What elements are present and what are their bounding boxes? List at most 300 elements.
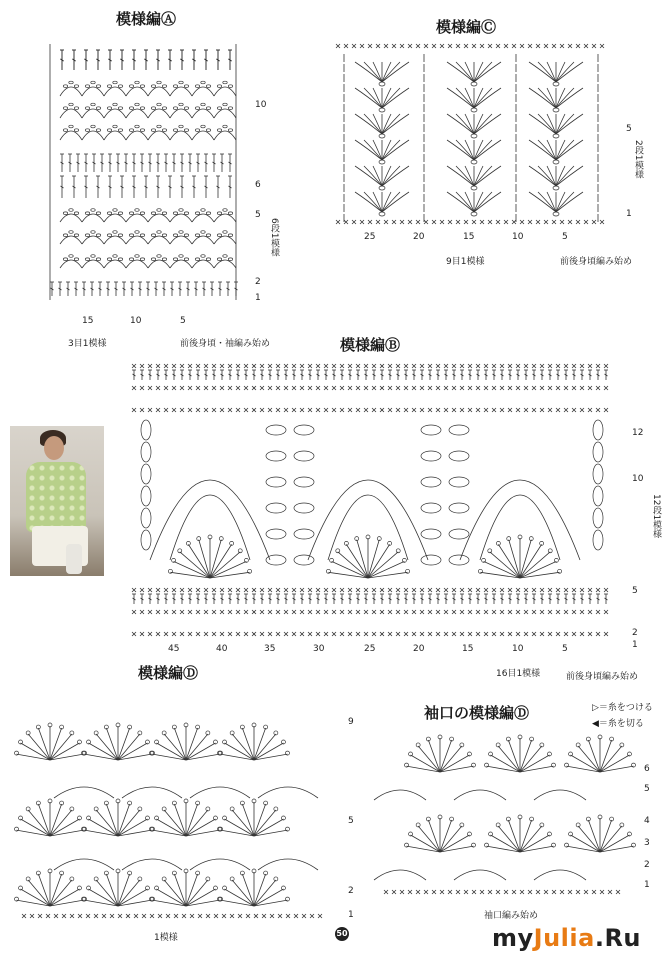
chart-b-repeat-label: 16目1模様 [496, 669, 541, 679]
chart-b-leaf [266, 451, 286, 461]
chart-c-leaf [553, 186, 559, 190]
chart-a-chain-arc [173, 107, 177, 110]
chart-a-chain-arc [135, 255, 139, 258]
cuff-fan [520, 820, 532, 852]
chart-a-chain-arc [217, 107, 221, 110]
chart-a-chain-arc [179, 81, 183, 84]
chart-b-leaf [266, 555, 286, 565]
chart-a-side-label: 6段1模様 [269, 218, 279, 257]
chart-d-fan [164, 810, 186, 836]
chart-b-leaf [449, 425, 469, 435]
chart-d-fan [28, 810, 50, 836]
chart-a-chain-arc [107, 129, 111, 132]
chart-b-leaf [266, 503, 286, 513]
chart-b-leaf [266, 477, 286, 487]
chart-a-chain-arc [148, 260, 170, 268]
chart-a-chain-arc [206, 258, 210, 261]
chart-a-chain-arc [195, 129, 199, 132]
chart-c-leaf [382, 114, 391, 134]
chart-a-chain-arc [184, 107, 188, 110]
chart-a-chain-arc [217, 129, 221, 132]
chart-a-chain-arc [126, 87, 148, 96]
chart-d-fan [50, 734, 72, 760]
chart-b-stitch-5: 5 [562, 644, 568, 654]
chart-a-chain-arc [69, 81, 73, 84]
chart-a-chain-arc [217, 258, 221, 261]
chart-c-leaf [553, 108, 559, 112]
chart-c-stitch-15: 15 [463, 232, 475, 242]
chart-a-chain-arc [104, 236, 126, 244]
chart-a-chain-arc [135, 125, 139, 128]
chart-c-leaf [474, 192, 483, 212]
chart-b-leaf [449, 451, 469, 461]
chart-a-row-1: 1 [255, 293, 261, 303]
chart-a-chain-arc [63, 107, 67, 110]
chart-d-fan [186, 880, 208, 906]
cuff-chain-arc [454, 790, 506, 800]
chart-d-row-9: 9 [348, 717, 354, 727]
chart-c-leaf [456, 88, 474, 108]
chart-c-leaf [474, 114, 492, 134]
chart-c-leaf [556, 114, 574, 134]
chart-a-chain-arc [228, 129, 232, 132]
chart-c-leaf [373, 192, 382, 212]
chart-a-chain-arc [228, 258, 232, 261]
cuff-fan [600, 826, 622, 852]
chart-c-leaf [465, 192, 474, 212]
chart-a-chain-arc [74, 129, 78, 132]
chart-c-leaf [547, 88, 556, 108]
title-pattern-d: 模様編Ⓓ [138, 664, 199, 682]
chart-a-chain-arc [206, 234, 210, 237]
chart-a-chain-arc [223, 81, 227, 84]
yarn-cut-icon: ◀ [592, 719, 599, 729]
chart-c-leaf [538, 166, 556, 186]
chart-d-fan [242, 728, 254, 760]
chart-b-edge [141, 442, 151, 462]
chart-a-chain-arc [69, 231, 73, 234]
chart-a-chain-arc [140, 234, 144, 237]
chart-c-leaf [556, 62, 574, 82]
cuff-fan [418, 746, 440, 772]
chart-c-leaf [465, 62, 474, 82]
chart-b-edge [593, 464, 603, 484]
chart-b-edge [593, 420, 603, 440]
chart-a-chain-arc [104, 214, 126, 222]
chart-a-chain-arc [96, 85, 100, 88]
chart-a-chain-arc [126, 131, 148, 140]
chart-a-chain-arc [140, 212, 144, 215]
chart-a-chain-arc [96, 234, 100, 237]
chart-b-leaf [449, 477, 469, 487]
cuff-fan [508, 740, 520, 772]
chart-a-chain-arc [179, 103, 183, 106]
chart-a-chain-arc [63, 129, 67, 132]
chart-a-chain-arc [107, 212, 111, 215]
chart-c-leaf [471, 82, 477, 86]
chart-c-start-label: 前後身頃編み始め [560, 257, 633, 267]
chart-a-chain-arc [140, 107, 144, 110]
chart-a-chain-arc [214, 236, 236, 244]
chart-c-leaf [547, 192, 556, 212]
chart-a-chain-arc [179, 231, 183, 234]
chart-a-chain-arc [173, 258, 177, 261]
chart-c-leaf [382, 192, 400, 212]
chart-d-fan [254, 804, 266, 836]
chart-a-chain-arc [201, 103, 205, 106]
chart-a-chain-arc [113, 125, 117, 128]
chart-a-chain-arc [223, 103, 227, 106]
chart-a-chain-arc [82, 260, 104, 268]
chart-b-row-10: 10 [632, 474, 644, 484]
chart-d-chain-arc [54, 787, 114, 798]
chart-d-fan [254, 810, 276, 836]
chart-a-chain-arc [135, 231, 139, 234]
chart-b-row-5: 5 [632, 586, 638, 596]
chart-a-chain-arc [148, 87, 170, 96]
chart-a-chain-arc [223, 231, 227, 234]
chart-c-leaf [553, 212, 559, 216]
chart-d-chain-arc [54, 859, 114, 870]
chart-c-leaf [474, 166, 492, 186]
chart-b-leaf [294, 425, 314, 435]
cuff-row-3: 3 [644, 838, 650, 848]
chart-c-leaf [538, 88, 556, 108]
chart-a-chain-arc [162, 129, 166, 132]
chart-c-leaf [382, 114, 400, 134]
chart-c-leaf [456, 166, 474, 186]
cuff-start-label: 袖口編み始め [484, 911, 539, 921]
chart-c-leaf [474, 88, 492, 108]
chart-a-chain-arc [129, 85, 133, 88]
cuff-fan [428, 740, 440, 772]
chart-a-chain-arc [173, 129, 177, 132]
chart-c-leaf [456, 114, 474, 134]
chart-d-fan [96, 734, 118, 760]
cuff-fan [600, 740, 612, 772]
chart-c-leaf [456, 192, 474, 212]
chart-a-chain-arc [113, 209, 117, 212]
chart-a-chain-arc [157, 81, 161, 84]
chart-b-leaf [421, 451, 441, 461]
chart-d-fan [186, 810, 208, 836]
chart-a-chain-arc [60, 260, 82, 268]
title-pattern-b: 模様編Ⓑ [340, 336, 401, 354]
chart-a-chain-arc [170, 109, 192, 118]
model-photo [10, 426, 104, 576]
title-cuff-pattern-d: 袖口の模様編Ⓓ [424, 704, 530, 722]
chart-a-chain-arc [184, 212, 188, 215]
chart-b-leaf [421, 529, 441, 539]
chart-c-leaf [556, 140, 565, 160]
chart-a-chain-arc [135, 209, 139, 212]
chart-c-leaf [465, 114, 474, 134]
chart-a-stitch-10: 10 [130, 316, 142, 326]
chart-a-chain-arc [82, 214, 104, 222]
chart-a-chain-arc [107, 234, 111, 237]
chart-c-leaf [547, 62, 556, 82]
chart-a-chain-arc [104, 109, 126, 118]
chart-c-leaf [379, 186, 385, 190]
chart-c-leaf [465, 166, 474, 186]
chart-b-leaf [294, 451, 314, 461]
chart-a-chain-arc [148, 109, 170, 118]
chart-c-leaf [538, 62, 556, 82]
chart-a-chain-arc [148, 236, 170, 244]
chart-a-chain-arc [184, 129, 188, 132]
chart-a-chain-arc [201, 209, 205, 212]
chart-a-chain-arc [214, 214, 236, 222]
chart-b-leaf [421, 477, 441, 487]
chart-a-chain-arc [126, 214, 148, 222]
chart-c-leaf [379, 108, 385, 112]
chart-a-chain-arc [195, 234, 199, 237]
chart-d-chain-arc [258, 787, 318, 798]
chart-a-chain-arc [157, 125, 161, 128]
chart-a-chain-arc [85, 212, 89, 215]
chart-b-leaf [421, 555, 441, 565]
cuff-fan [600, 746, 622, 772]
chart-a-chain-arc [184, 234, 188, 237]
chart-d-fan [118, 874, 130, 906]
chart-c-leaf [556, 114, 565, 134]
chart-a-chain-arc [192, 214, 214, 222]
chart-b-edge [141, 530, 151, 550]
chart-a-chain-arc [217, 85, 221, 88]
chart-a-chain-arc [69, 255, 73, 258]
chart-a-chain-arc [148, 214, 170, 222]
chart-a-chain-arc [151, 107, 155, 110]
chart-a-chain-arc [223, 125, 227, 128]
chart-a-chain-arc [162, 234, 166, 237]
chart-c-leaf [538, 140, 556, 160]
chart-b-row-1: 1 [632, 640, 638, 650]
chart-d-fan [174, 728, 186, 760]
chart-a-chain-arc [74, 234, 78, 237]
chart-a-chain-arc [85, 258, 89, 261]
chart-a-chain-arc [107, 258, 111, 261]
chart-a-chain-arc [118, 85, 122, 88]
chart-a-chain-arc [201, 125, 205, 128]
chart-a-chain-arc [74, 258, 78, 261]
chart-c-leaf [382, 62, 400, 82]
chart-b-edge [593, 530, 603, 550]
chart-b-stitch-10: 10 [512, 644, 524, 654]
chart-c-side-label: 2段1模様 [633, 140, 643, 179]
chart-b-edge [593, 486, 603, 506]
chart-a-chain-arc [91, 209, 95, 212]
chart-b-edge [141, 508, 151, 528]
chart-b-fan [520, 540, 531, 578]
chart-a-chain-arc [214, 131, 236, 140]
chart-d-fan [232, 880, 254, 906]
chart-c-leaf [471, 108, 477, 112]
chart-c-leaf [364, 62, 382, 82]
chart-c-leaf [474, 62, 492, 82]
chart-a-chain-arc [118, 212, 122, 215]
chart-a-chain-arc [170, 131, 192, 140]
chart-c-leaf [373, 140, 382, 160]
chart-a-chain-arc [201, 255, 205, 258]
chart-b-leaf [294, 477, 314, 487]
chart-a-chain-arc [74, 212, 78, 215]
chart-a-chain-arc [195, 258, 199, 261]
cuff-fan [440, 820, 452, 852]
chart-d-fan [38, 874, 50, 906]
chart-b-stitch-25: 25 [364, 644, 376, 654]
chart-a-chain-arc [206, 85, 210, 88]
chart-a-chain-arc [126, 260, 148, 268]
chart-a-chain-arc [104, 260, 126, 268]
cuff-chain-arc [454, 870, 506, 880]
chart-a-chain-arc [151, 234, 155, 237]
chart-a-chain-arc [63, 212, 67, 215]
chart-b-stitch-15: 15 [462, 644, 474, 654]
chart-c-leaf [556, 62, 565, 82]
chart-a-chain-arc [82, 87, 104, 96]
chart-c-leaf [382, 192, 391, 212]
chart-a-repeat-label: 3目1模様 [68, 339, 107, 349]
chart-a-chain-arc [228, 212, 232, 215]
chart-c-leaf [456, 62, 474, 82]
chart-a-chain-arc [170, 236, 192, 244]
chart-a-chain-arc [201, 231, 205, 234]
chart-a-chain-arc [104, 87, 126, 96]
chart-c-leaf [556, 140, 574, 160]
chart-a-chain-arc [179, 125, 183, 128]
chart-a-chain-arc [192, 260, 214, 268]
cuff-fan [508, 820, 520, 852]
chart-a-chain-arc [192, 131, 214, 140]
cuff-chain-arc [534, 790, 586, 800]
chart-a-chain-arc [129, 129, 133, 132]
chart-b-edge [141, 420, 151, 440]
chart-d-fan [28, 734, 50, 760]
chart-c-leaf [553, 134, 559, 138]
chart-c-leaf [556, 88, 574, 108]
chart-a-chain-arc [85, 107, 89, 110]
chart-a-chain-arc [228, 107, 232, 110]
chart-b-leaf [294, 503, 314, 513]
chart-d-chain-arc [190, 787, 250, 798]
chart-a-chain-arc [140, 129, 144, 132]
chart-a-chain-arc [157, 255, 161, 258]
chart-a-chain-arc [118, 129, 122, 132]
chart-d-chain-arc [122, 859, 182, 870]
chart-b-edge [141, 464, 151, 484]
chart-b-leaf [294, 529, 314, 539]
chart-a-chain-arc [151, 129, 155, 132]
chart-d-row-2: 2 [348, 886, 354, 896]
chart-c-repeat-label: 9目1模様 [446, 257, 485, 267]
chart-c-leaf [547, 140, 556, 160]
chart-a-chain-arc [214, 87, 236, 96]
chart-d-fan [118, 728, 130, 760]
chart-a-chain-arc [195, 212, 199, 215]
cuff-fan [428, 820, 440, 852]
cuff-fan [588, 740, 600, 772]
chart-c-leaf [364, 114, 382, 134]
chart-a-chain-arc [173, 85, 177, 88]
cuff-row-4: 4 [644, 816, 650, 826]
chart-b-row-2: 2 [632, 628, 638, 638]
chart-a-chain-arc [69, 103, 73, 106]
chart-a-chain-arc [206, 129, 210, 132]
chart-a-chain-arc [69, 125, 73, 128]
chart-c-leaf [553, 82, 559, 86]
chart-d-fan [232, 810, 254, 836]
chart-a-chain-arc [217, 234, 221, 237]
cuff-row-6: 6 [644, 764, 650, 774]
chart-a-chain-arc [228, 234, 232, 237]
chart-c-leaf [547, 166, 556, 186]
cuff-fan [498, 826, 520, 852]
chart-c-leaf [373, 166, 382, 186]
chart-a-chain-arc [91, 103, 95, 106]
chart-c-leaf [547, 114, 556, 134]
chart-a-chain-arc [82, 131, 104, 140]
chart-a-chain-arc [157, 103, 161, 106]
chart-d-repeat-label: 1模様 [154, 933, 178, 943]
chart-a-chain-arc [173, 234, 177, 237]
chart-a-chain-arc [107, 85, 111, 88]
chart-a-chain-arc [151, 258, 155, 261]
chart-b-leaf [266, 529, 286, 539]
chart-a-chain-arc [107, 107, 111, 110]
chart-d-fan [96, 880, 118, 906]
chart-c-leaf [364, 192, 382, 212]
cuff-row-5: 5 [644, 784, 650, 794]
chart-a-chain-arc [91, 125, 95, 128]
chart-c-leaf [382, 166, 400, 186]
chart-c-leaf [373, 88, 382, 108]
chart-c-leaf [538, 192, 556, 212]
chart-a-row-6: 6 [255, 180, 261, 190]
chart-b-stitch-40: 40 [216, 644, 228, 654]
chart-a-chain-arc [170, 87, 192, 96]
chart-a-stitch-5: 5 [180, 316, 186, 326]
chart-b-side-label: 12段1模様 [651, 494, 661, 539]
chart-d-fan [164, 734, 186, 760]
chart-a-chain-arc [217, 212, 221, 215]
chart-a-chain-arc [206, 107, 210, 110]
title-pattern-c: 模様編Ⓒ [436, 18, 497, 36]
chart-a-chain-arc [129, 212, 133, 215]
chart-c-stitch-25: 25 [364, 232, 376, 242]
chart-b-leaf [449, 529, 469, 539]
chart-c-leaf [382, 62, 391, 82]
chart-b-start-label: 前後身頃編み始め [566, 672, 639, 682]
title-pattern-a: 模様編Ⓐ [116, 10, 177, 28]
chart-d-fan [164, 880, 186, 906]
chart-b-edge [593, 442, 603, 462]
cuff-fan [440, 826, 462, 852]
chart-d-fan [242, 804, 254, 836]
chart-d-fan [232, 734, 254, 760]
chart-d-fan [38, 804, 50, 836]
chart-d-fan [254, 728, 266, 760]
cuff-chain-arc [374, 870, 426, 880]
chart-a-chain-arc [140, 85, 144, 88]
chart-c-leaf [474, 62, 483, 82]
cuff-fan [418, 826, 440, 852]
cuff-fan [578, 826, 600, 852]
chart-c-row-5: 5 [626, 124, 632, 134]
chart-b-fan [199, 540, 210, 578]
chart-a-chain-arc [162, 258, 166, 261]
chart-b-leaf [294, 555, 314, 565]
chart-a-chain-arc [74, 107, 78, 110]
